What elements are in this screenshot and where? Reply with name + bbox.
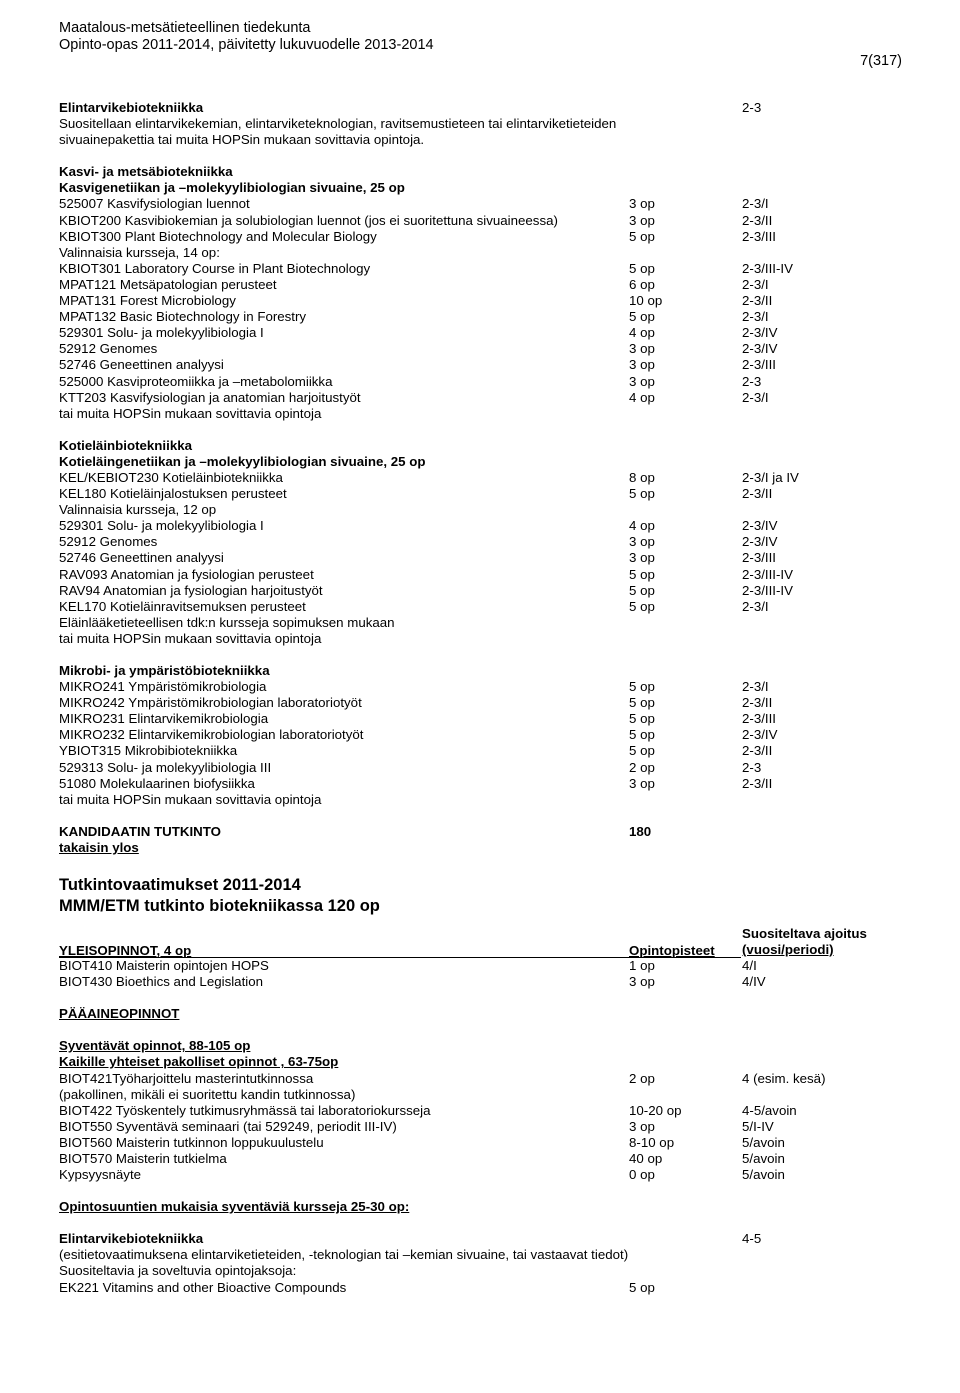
course-period: 2-3/IV [742, 727, 778, 743]
course-name: BIOT422 Työskentely tutkimusryhmässä tai laboratoriokursseja [59, 1102, 431, 1118]
course-row [59, 374, 879, 390]
course-credits: 1 op [629, 958, 655, 974]
document-body [59, 100, 879, 1296]
course-row [59, 341, 879, 357]
page-header [59, 20, 434, 54]
course-name: MIKRO232 Elintarvikemikrobiologian laboratoriotyöt [59, 727, 364, 743]
suuntien-title: Opintosuuntien mukaisia syventäviä kursseja 25-30 op: [59, 1199, 410, 1215]
course-row [59, 229, 879, 245]
course-credits: 5 op [629, 711, 655, 727]
course-name: tai muita HOPSin mukaan sovittavia opintoja [59, 630, 322, 646]
course-period: 2-3/I [742, 389, 769, 405]
paragraph-line: sivuainepakettia tai muita HOPSin mukaan sovittavia opintoja. [59, 132, 425, 148]
course-period: 2-3/III [742, 228, 776, 244]
course-name: tai muita HOPSin mukaan sovittavia opintoja [59, 405, 322, 421]
course-credits: 5 op [629, 598, 655, 614]
course-row [59, 1135, 879, 1151]
course-period: 2-3/III [742, 357, 776, 373]
course-period: 5/avoin [742, 1167, 785, 1183]
course-row [59, 743, 879, 759]
course-period: 2-3/I [742, 598, 769, 614]
course-credits: 2 op [629, 1070, 655, 1086]
column-header-timing: Suositeltava ajoitus (vuosi/periodi) [742, 926, 867, 958]
course-row [59, 695, 879, 711]
course-name: BIOT421Työharjoittelu masterintutkinnossa [59, 1070, 314, 1086]
course-credits: 5 op [629, 486, 655, 502]
course-name: BIOT550 Syventävä seminaari (tai 529249, periodit III-IV) [59, 1118, 397, 1134]
course-period: 2-3/I [742, 196, 769, 212]
course-row [59, 213, 879, 229]
course-row [59, 1151, 879, 1167]
course-row [59, 502, 879, 518]
section-heading-elintarvike-2 [59, 1231, 879, 1247]
course-period: 2-3/II [742, 212, 773, 228]
course-name: tai muita HOPSin mukaan sovittavia opintoja [59, 791, 322, 807]
course-credits: 8 op [629, 469, 655, 485]
course-period: 5/I-IV [742, 1118, 774, 1134]
page-number: 7(317) [860, 53, 902, 69]
course-name: Valinnaisia kursseja, 12 op [59, 502, 217, 518]
guide-title: Opinto-opas 2011-2014, päivitetty lukuvuodelle 2013-2014 [59, 37, 434, 53]
course-name: MPAT121 Metsäpatologian perusteet [59, 276, 277, 292]
course-list-paaaine [59, 1071, 879, 1184]
section-subtitle-kasvi: Kasvigenetiikan ja –molekyylibiologian sivuaine, 25 op [59, 180, 405, 196]
course-period: 4 (esim. kesä) [742, 1070, 826, 1086]
course-row [59, 534, 879, 550]
course-credits: 4 op [629, 389, 655, 405]
course-row [59, 615, 879, 631]
section-title: Elintarvikebiotekniikka [59, 1231, 204, 1247]
course-credits: 3 op [629, 373, 655, 389]
course-credits: 3 op [629, 196, 655, 212]
course-name: 529313 Solu- ja molekyylibiologia III [59, 759, 272, 775]
course-name: 52912 Genomes [59, 341, 158, 357]
course-row [59, 1119, 879, 1135]
requirements-title: Tutkintovaatimukset 2011-2014 [59, 876, 301, 895]
course-period: 2-3/III [742, 711, 776, 727]
course-name: YBIOT315 Mikrobibiotekniikka [59, 743, 238, 759]
course-name: (pakollinen, mikäli ei suoritettu kandin tutkinnossa) [59, 1086, 356, 1102]
course-name: RAV093 Anatomian ja fysiologian perusteet [59, 566, 314, 582]
course-name: RAV94 Anatomian ja fysiologian harjoitustyöt [59, 582, 323, 598]
course-credits: 3 op [629, 775, 655, 791]
course-row [59, 974, 879, 990]
course-row [59, 196, 879, 212]
course-period: 2-3/II [742, 293, 773, 309]
kandidaatti-label: KANDIDAATIN TUTKINTO [59, 823, 222, 839]
course-name: KEL170 Kotieläinravitsemuksen perusteet [59, 598, 306, 614]
course-name: KBIOT300 Plant Biotechnology and Molecular Biology [59, 228, 377, 244]
course-period: 4/IV [742, 974, 766, 990]
course-credits: 5 op [629, 695, 655, 711]
yleisopinnot-header [59, 924, 879, 958]
course-period: 2-3/II [742, 695, 773, 711]
course-credits: 10 op [629, 293, 663, 309]
course-name: 51080 Molekulaarinen biofysiikka [59, 775, 255, 791]
course-row [59, 486, 879, 502]
section-title-mikrobi: Mikrobi- ja ympäristöbiotekniikka [59, 663, 270, 678]
course-credits: 40 op [629, 1150, 663, 1166]
degree-title: MMM/ETM tutkinto biotekniikassa 120 op [59, 897, 380, 916]
course-period: 5/avoin [742, 1134, 785, 1150]
course-period: 4-5/avoin [742, 1102, 797, 1118]
course-row [59, 631, 879, 647]
course-list-yleis [59, 958, 879, 990]
course-name: MIKRO231 Elintarvikemikrobiologia [59, 711, 269, 727]
course-row [59, 958, 879, 974]
course-row [59, 1167, 879, 1183]
course-name: MIKRO241 Ympäristömikrobiologia [59, 679, 267, 695]
paaaine-title: PÄÄAINEOPINNOT [59, 1006, 180, 1022]
course-row [59, 293, 879, 309]
course-row [59, 1103, 879, 1119]
paragraph-line: (esitietovaatimuksena elintarviketieteiden, -teknologian tai –kemian sivuaine, tai vastaavat tiedot) [59, 1247, 629, 1263]
course-period: 2-3/III-IV [742, 582, 793, 598]
course-row [59, 390, 879, 406]
course-name: BIOT570 Maisterin tutkielma [59, 1150, 227, 1166]
course-row [59, 679, 879, 695]
section-period: 4-5 [742, 1231, 762, 1247]
course-row [59, 470, 879, 486]
course-row [59, 1071, 879, 1087]
paaaine-subtitle-2: Kaikille yhteiset pakolliset opinnot , 63-75op [59, 1054, 339, 1070]
course-period: 2-3/I [742, 679, 769, 695]
course-period: 2-3/II [742, 775, 773, 791]
course-period: 4/I [742, 958, 757, 974]
course-period: 2-3 [742, 759, 762, 775]
course-row [59, 309, 879, 325]
course-period: 2-3/I ja IV [742, 469, 799, 485]
course-row [59, 567, 879, 583]
course-credits: 3 op [629, 974, 655, 990]
course-row [59, 727, 879, 743]
paragraph-line: Suositeltavia ja soveltuvia opintojaksoja: [59, 1263, 297, 1279]
course-credits: 3 op [629, 357, 655, 373]
course-list-kotielain [59, 470, 879, 647]
course-row [59, 357, 879, 373]
course-name: KBIOT301 Laboratory Course in Plant Biotechnology [59, 260, 371, 276]
course-name: 52912 Genomes [59, 534, 158, 550]
course-row [59, 599, 879, 615]
course-row [59, 776, 879, 792]
course-list-kasvi [59, 196, 879, 421]
course-credits: 3 op [629, 1118, 655, 1134]
course-row [59, 583, 879, 599]
course-row [59, 550, 879, 566]
yleisopinnot-title: YLEISOPINNOT, 4 op [59, 943, 192, 959]
course-credits: 5 op [629, 679, 655, 695]
course-name: KEL/KEBIOT230 Kotieläinbiotekniikka [59, 469, 283, 485]
course-name: 529301 Solu- ja molekyylibiologia I [59, 518, 264, 534]
course-credits: 4 op [629, 518, 655, 534]
back-to-top-link[interactable]: takaisin ylos [59, 839, 139, 855]
course-row [59, 711, 879, 727]
course-period: 2-3 [742, 373, 762, 389]
course-credits: 3 op [629, 341, 655, 357]
course-name: KBIOT200 Kasvibiokemian ja solubiologian luennot (jos ei suoritettuna sivuaineessa) [59, 212, 558, 228]
course-row [59, 325, 879, 341]
paaaine-subtitle: Syventävät opinnot, 88-105 op [59, 1038, 251, 1054]
course-row [59, 277, 879, 293]
course-credits: 5 op [629, 1279, 655, 1295]
section-title-kasvi: Kasvi- ja metsäbiotekniikka [59, 164, 233, 180]
course-credits: 4 op [629, 325, 655, 341]
course-row [59, 518, 879, 534]
course-credits: 10-20 op [629, 1102, 682, 1118]
course-name: Valinnaisia kursseja, 14 op: [59, 244, 220, 260]
course-list-mikrobi [59, 679, 879, 808]
course-row [59, 406, 879, 422]
course-row [59, 792, 879, 808]
column-header-credits: Opintopisteet [629, 943, 715, 959]
course-name: 52746 Geneettinen analyysi [59, 357, 224, 373]
course-credits: 5 op [629, 582, 655, 598]
course-period: 2-3/III-IV [742, 260, 793, 276]
course-row [59, 760, 879, 776]
course-name: 529301 Solu- ja molekyylibiologia I [59, 325, 264, 341]
course-name: 525000 Kasviproteomiikka ja –metabolomiikka [59, 373, 333, 389]
course-name: Kypsyysnäyte [59, 1167, 142, 1183]
course-period: 2-3/IV [742, 341, 778, 357]
course-name: BIOT560 Maisterin tutkinnon loppukuulustelu [59, 1134, 324, 1150]
course-credits: 5 op [629, 566, 655, 582]
course-row [59, 1087, 879, 1103]
course-name: EK221 Vitamins and other Bioactive Compounds [59, 1279, 347, 1295]
section-period: 2-3 [742, 100, 762, 115]
course-row [59, 261, 879, 277]
course-credits: 3 op [629, 212, 655, 228]
course-credits: 3 op [629, 550, 655, 566]
course-period: 5/avoin [742, 1150, 785, 1166]
course-credits: 8-10 op [629, 1134, 675, 1150]
faculty-name: Maatalous-metsätieteellinen tiedekunta [59, 20, 311, 36]
course-name: MPAT131 Forest Microbiology [59, 293, 236, 309]
course-name: BIOT410 Maisterin opintojen HOPS [59, 958, 269, 974]
course-name: MIKRO242 Ympäristömikrobiologian laboratoriotyöt [59, 695, 362, 711]
course-name: Eläinlääketieteellisen tdk:n kursseja sopimuksen mukaan [59, 614, 395, 630]
course-row [59, 245, 879, 261]
course-period: 2-3/I [742, 309, 769, 325]
kandidaatti-row [59, 824, 879, 840]
course-period: 2-3/II [742, 486, 773, 502]
section-heading-elintarvike [59, 100, 879, 116]
section-subtitle-kotielain: Kotieläingenetiikan ja –molekyylibiologian sivuaine, 25 op [59, 453, 426, 469]
course-name: KEL180 Kotieläinjalostuksen perusteet [59, 486, 287, 502]
course-row [59, 1280, 879, 1296]
course-period: 2-3/III-IV [742, 566, 793, 582]
course-name: BIOT430 Bioethics and Legislation [59, 974, 264, 990]
course-period: 2-3/II [742, 743, 773, 759]
course-credits: 3 op [629, 534, 655, 550]
course-name: KTT203 Kasvifysiologian ja anatomian harjoitustyöt [59, 389, 361, 405]
course-name: MPAT132 Basic Biotechnology in Forestry [59, 309, 307, 325]
course-period: 2-3/IV [742, 518, 778, 534]
paragraph-line: Suositellaan elintarvikekemian, elintarviketeknologian, ravitsemustieteen tai elintarviketieteiden [59, 116, 617, 132]
course-credits: 0 op [629, 1167, 655, 1183]
course-period: 2-3/IV [742, 325, 778, 341]
course-period: 2-3/IV [742, 534, 778, 550]
course-credits: 5 op [629, 727, 655, 743]
course-period: 2-3/III [742, 550, 776, 566]
course-credits: 5 op [629, 743, 655, 759]
kandidaatti-value: 180 [629, 823, 652, 839]
course-credits: 2 op [629, 759, 655, 775]
course-credits: 5 op [629, 260, 655, 276]
section-title: Elintarvikebiotekniikka [59, 100, 204, 115]
section-title-kotielain: Kotieläinbiotekniikka [59, 437, 193, 453]
course-period: 2-3/I [742, 276, 769, 292]
course-credits: 5 op [629, 309, 655, 325]
course-credits: 6 op [629, 276, 655, 292]
course-name: 525007 Kasvifysiologian luennot [59, 196, 250, 212]
course-name: 52746 Geneettinen analyysi [59, 550, 224, 566]
course-credits: 5 op [629, 228, 655, 244]
